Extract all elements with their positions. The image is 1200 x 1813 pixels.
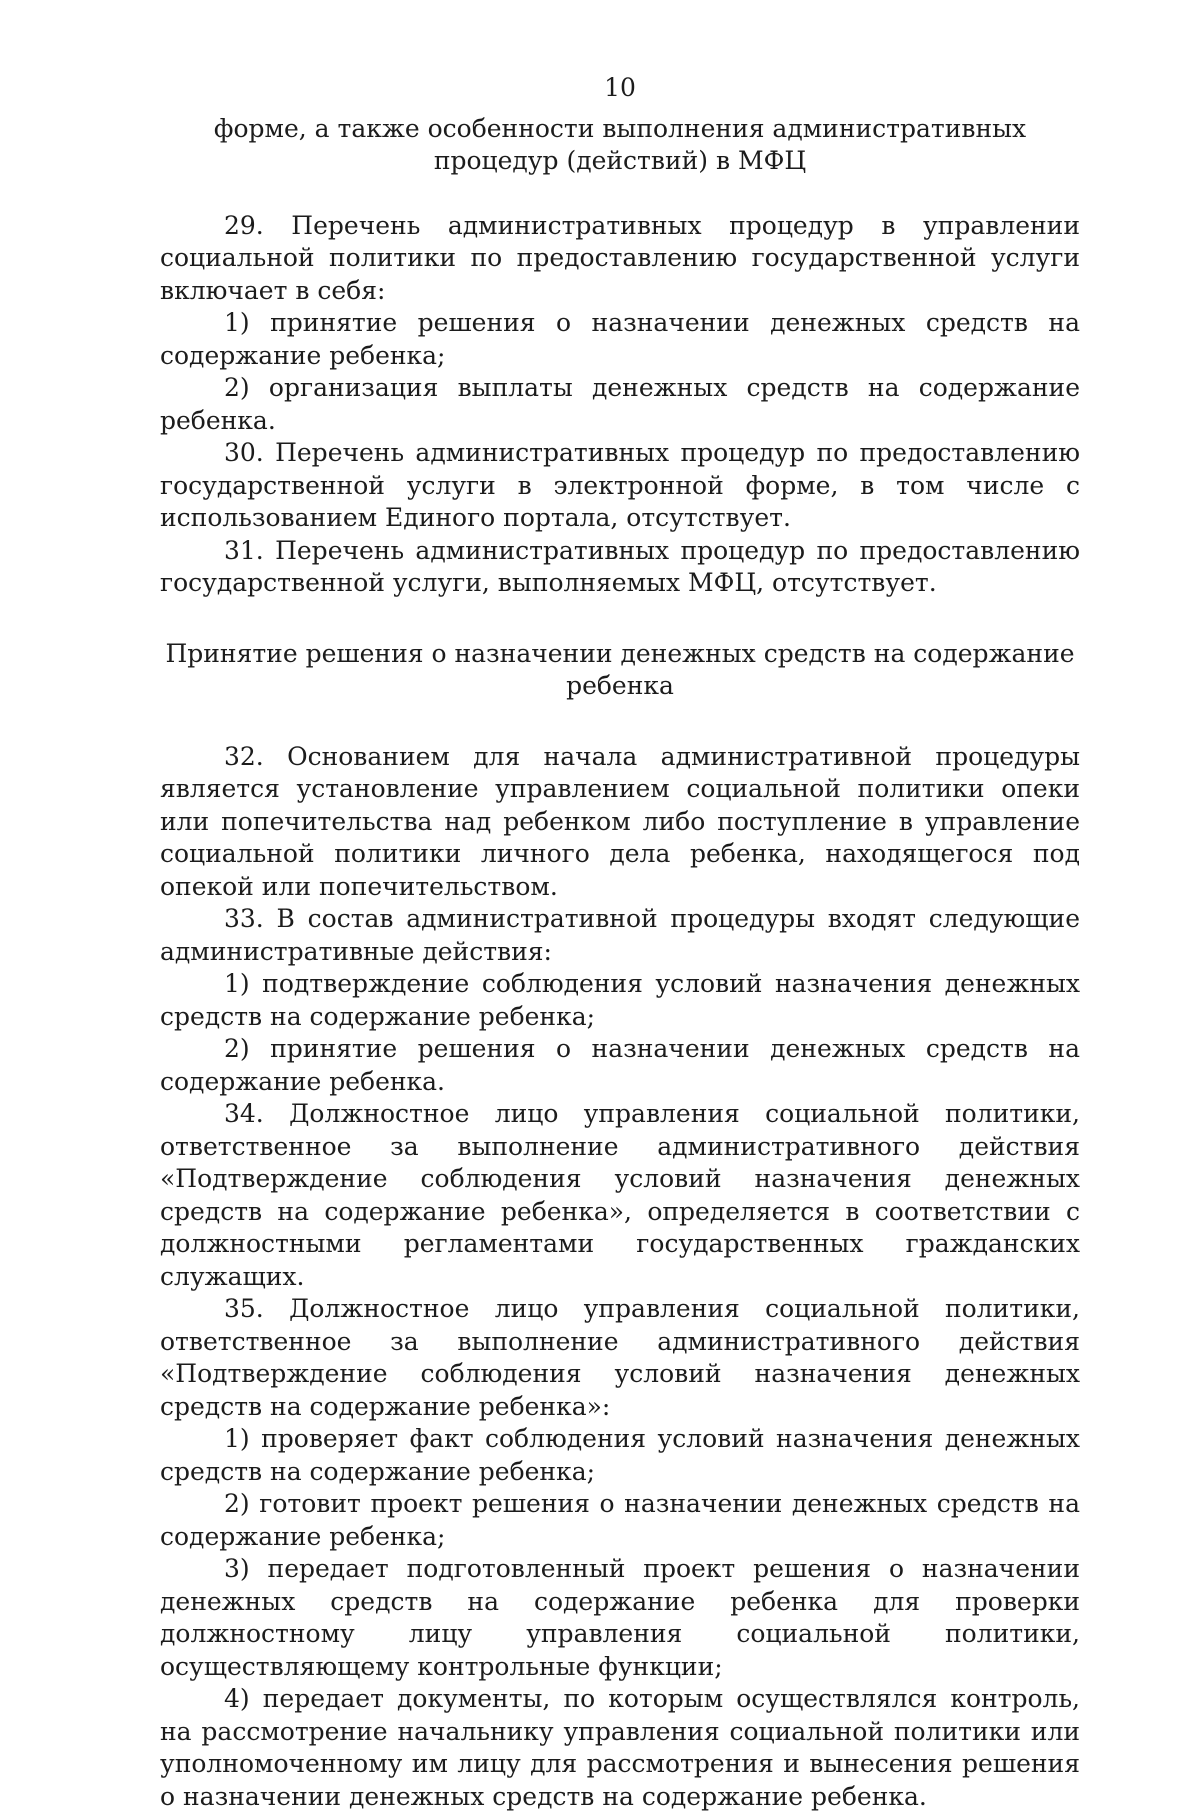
paragraph-33-item-1: 1) подтверждение соблюдения условий назначения денежных средств на содержание ребенка;	[160, 968, 1080, 1033]
spacer	[160, 703, 1080, 741]
spacer	[160, 600, 1080, 638]
paragraph-33-item-2: 2) принятие решения о назначении денежных средств на содержание ребенка.	[160, 1033, 1080, 1098]
paragraph-35-item-1: 1) проверяет факт соблюдения условий назначения денежных средств на содержание ребенка;	[160, 1423, 1080, 1488]
paragraph-30: 30. Перечень административных процедур по предоставлению государственной услуги в электронной форме, в том числе с использованием Единого портала, отсутствует.	[160, 437, 1080, 535]
paragraph-35-item-2: 2) готовит проект решения о назначении денежных средств на содержание ребенка;	[160, 1488, 1080, 1553]
paragraph-35: 35. Должностное лицо управления социальной политики, ответственное за выполнение административного действия «Подтверждение соблюдения условий назначения денежных средств на содержание ребенка»:	[160, 1293, 1080, 1423]
page-number: 10	[160, 72, 1080, 105]
section-title: Принятие решения о назначении денежных средств на содержание ребенка	[160, 638, 1080, 703]
spacer	[160, 178, 1080, 210]
heading-top: форме, а также особенности выполнения административных процедур (действий) в МФЦ	[160, 113, 1080, 178]
paragraph-29: 29. Перечень административных процедур в управлении социальной политики по предоставлению государственной услуги включает в себя:	[160, 210, 1080, 308]
paragraph-35-item-4: 4) передает документы, по которым осуществлялся контроль, на рассмотрение начальнику управления социальной политики или уполномоченному им лицу для рассмотрения и вынесения решения о назначении денежных средств на содержание ребенка.	[160, 1683, 1080, 1813]
paragraph-33: 33. В состав административной процедуры входят следующие административные действия:	[160, 903, 1080, 968]
paragraph-34: 34. Должностное лицо управления социальной политики, ответственное за выполнение административного действия «Подтверждение соблюдения условий назначения денежных средств на содержание ребенка», определяется в соответствии с должностными регламентами государственных гражданских служащих.	[160, 1098, 1080, 1293]
paragraph-29-item-1: 1) принятие решения о назначении денежных средств на содержание ребенка;	[160, 307, 1080, 372]
block-decision-procedure	[160, 741, 1080, 1813]
paragraph-35-item-3: 3) передает подготовленный проект решения о назначении денежных средств на содержание ребенка для проверки должностному лицу управления социальной политики, осуществляющему контрольные функции;	[160, 1553, 1080, 1683]
paragraph-31: 31. Перечень административных процедур по предоставлению государственной услуги, выполняемых МФЦ, отсутствует.	[160, 535, 1080, 600]
block-procedures-list	[160, 210, 1080, 600]
paragraph-32: 32. Основанием для начала административной процедуры является установление управлением социальной политики опеки или попечительства над ребенком либо поступление в управление социальной политики личного дела ребенка, находящегося под опекой или попечительством.	[160, 741, 1080, 904]
paragraph-29-item-2: 2) организация выплаты денежных средств на содержание ребенка.	[160, 372, 1080, 437]
